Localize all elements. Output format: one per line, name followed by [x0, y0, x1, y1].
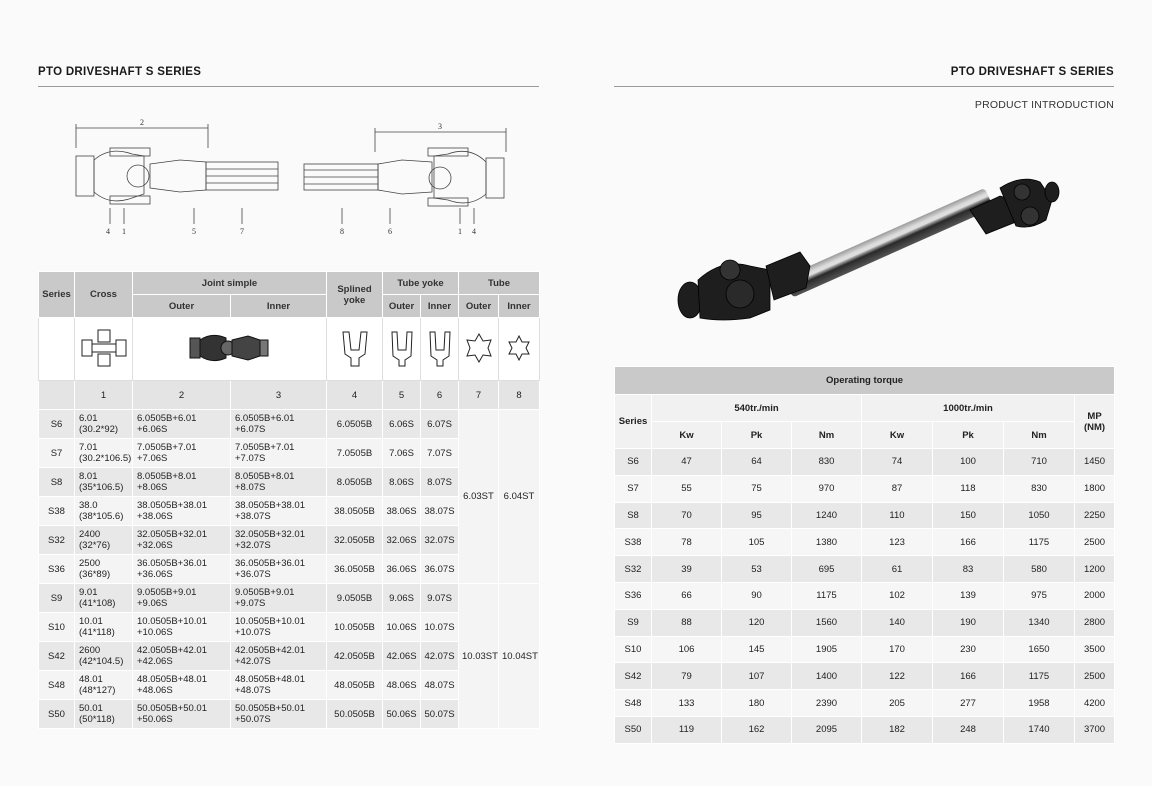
- joint-inner-cell: 6.0505B+6.01 +6.07S: [231, 410, 327, 439]
- series-cell: S38: [615, 529, 652, 556]
- splined-yoke-cell: 38.0505B: [327, 497, 383, 526]
- value-cell: 1050: [1004, 502, 1075, 529]
- header-unit: Kw: [862, 422, 933, 449]
- value-cell: 1380: [792, 529, 862, 556]
- callout-label: 1: [122, 227, 126, 236]
- callout-label: 5: [192, 227, 196, 236]
- value-cell: 1800: [1075, 475, 1115, 502]
- header-unit: Pk: [722, 422, 792, 449]
- header-540rpm: 540tr./min: [652, 395, 862, 422]
- joint-part-image: [133, 318, 327, 381]
- value-cell: 1400: [792, 663, 862, 690]
- splined-yoke-cell: 36.0505B: [327, 555, 383, 584]
- cross-cell: 2400 (32*76): [75, 526, 133, 555]
- torque-table-body: [615, 449, 1115, 744]
- header-unit: Nm: [792, 422, 862, 449]
- value-cell: 182: [862, 716, 933, 743]
- header-joint-outer: Outer: [133, 295, 231, 318]
- tube-yoke-inner-cell: 36.07S: [421, 555, 459, 584]
- header-tube-outer: Outer: [459, 295, 499, 318]
- value-cell: 695: [792, 556, 862, 583]
- value-cell: 75: [722, 475, 792, 502]
- value-cell: 3700: [1075, 716, 1115, 743]
- value-cell: 1240: [792, 502, 862, 529]
- tube-yoke-outer-cell: 6.06S: [383, 410, 421, 439]
- cross-cell: 6.01 (30.2*92): [75, 410, 133, 439]
- value-cell: 1740: [1004, 716, 1075, 743]
- joint-outer-cell: 36.0505B+36.01 +36.06S: [133, 555, 231, 584]
- series-cell: S42: [39, 642, 75, 671]
- dimension-label-2: 2: [140, 118, 144, 127]
- number-cell: 3: [231, 381, 327, 410]
- joint-inner-cell: 8.0505B+8.01 +8.07S: [231, 468, 327, 497]
- joint-outer-cell: 48.0505B+48.01 +48.06S: [133, 671, 231, 700]
- value-cell: 78: [652, 529, 722, 556]
- tube-yoke-outer-cell: 38.06S: [383, 497, 421, 526]
- value-cell: 830: [1004, 475, 1075, 502]
- header-tube-yoke-inner: Inner: [421, 295, 459, 318]
- splined-yoke-cell: 42.0505B: [327, 642, 383, 671]
- series-cell: S32: [615, 556, 652, 583]
- value-cell: 70: [652, 502, 722, 529]
- tube-yoke-inner-cell: 38.07S: [421, 497, 459, 526]
- value-cell: 1200: [1075, 556, 1115, 583]
- value-cell: 105: [722, 529, 792, 556]
- value-cell: 190: [933, 609, 1004, 636]
- table-row: [615, 475, 1115, 502]
- tube-yoke-inner-cell: 32.07S: [421, 526, 459, 555]
- value-cell: 133: [652, 690, 722, 717]
- operating-torque-table: [614, 366, 1115, 744]
- tube-yoke-outer-cell: 9.06S: [383, 584, 421, 613]
- tube-inner-cell: 6.04ST: [499, 410, 540, 584]
- header-1000rpm: 1000tr./min: [862, 395, 1075, 422]
- cross-cell: 2600 (42*104.5): [75, 642, 133, 671]
- value-cell: 1175: [1004, 663, 1075, 690]
- value-cell: 1340: [1004, 609, 1075, 636]
- tube-yoke-outer-cell: 7.06S: [383, 439, 421, 468]
- driveshaft-technical-drawing: [40, 112, 540, 242]
- value-cell: 88: [652, 609, 722, 636]
- table-row: [615, 690, 1115, 717]
- value-cell: 66: [652, 582, 722, 609]
- number-cell: 4: [327, 381, 383, 410]
- value-cell: 102: [862, 582, 933, 609]
- joint-inner-cell: 48.0505B+48.01 +48.07S: [231, 671, 327, 700]
- value-cell: 118: [933, 475, 1004, 502]
- value-cell: 2500: [1075, 663, 1115, 690]
- splined-yoke-cell: 7.0505B: [327, 439, 383, 468]
- value-cell: 120: [722, 609, 792, 636]
- value-cell: 1905: [792, 636, 862, 663]
- blank-image-cell: [39, 318, 75, 381]
- torque-table-title: Operating torque: [615, 367, 1115, 395]
- value-cell: 47: [652, 449, 722, 476]
- cross-cell: 50.01 (50*118): [75, 700, 133, 729]
- cross-cell: 2500 (36*89): [75, 555, 133, 584]
- table-row: [615, 609, 1115, 636]
- header-tube-inner: Inner: [499, 295, 540, 318]
- value-cell: 710: [1004, 449, 1075, 476]
- value-cell: 580: [1004, 556, 1075, 583]
- tube-yoke-inner-image: [421, 318, 459, 381]
- value-cell: 119: [652, 716, 722, 743]
- table-row: [615, 716, 1115, 743]
- value-cell: 122: [862, 663, 933, 690]
- header-unit: Nm: [1004, 422, 1075, 449]
- tube-yoke-outer-image: [383, 318, 421, 381]
- joint-inner-cell: 10.0505B+10.01 +10.07S: [231, 613, 327, 642]
- tube-yoke-outer-cell: 42.06S: [383, 642, 421, 671]
- header-mp: MP (NM): [1075, 395, 1115, 449]
- value-cell: 2390: [792, 690, 862, 717]
- header-joint-simple: Joint simple: [133, 272, 327, 295]
- value-cell: 205: [862, 690, 933, 717]
- header-tube-yoke-outer: Outer: [383, 295, 421, 318]
- header-splined-yoke: Splined yoke: [327, 272, 383, 318]
- tube-yoke-outer-cell: 50.06S: [383, 700, 421, 729]
- tube-yoke-inner-cell: 42.07S: [421, 642, 459, 671]
- number-cell: 1: [75, 381, 133, 410]
- value-cell: 106: [652, 636, 722, 663]
- driveshaft-product-photo: [670, 170, 1065, 330]
- value-cell: 2095: [792, 716, 862, 743]
- value-cell: 145: [722, 636, 792, 663]
- value-cell: 4200: [1075, 690, 1115, 717]
- series-cell: S7: [39, 439, 75, 468]
- cross-cell: 7.01 (30.2*106.5): [75, 439, 133, 468]
- joint-inner-cell: 36.0505B+36.01 +36.07S: [231, 555, 327, 584]
- splined-yoke-cell: 6.0505B: [327, 410, 383, 439]
- joint-outer-cell: 50.0505B+50.01 +50.06S: [133, 700, 231, 729]
- value-cell: 277: [933, 690, 1004, 717]
- table-row: [615, 663, 1115, 690]
- cross-cell: 10.01 (41*118): [75, 613, 133, 642]
- tube-yoke-inner-cell: 6.07S: [421, 410, 459, 439]
- series-cell: S10: [615, 636, 652, 663]
- table-row: [39, 584, 540, 613]
- series-cell: S9: [615, 609, 652, 636]
- value-cell: 61: [862, 556, 933, 583]
- number-cell: 5: [383, 381, 421, 410]
- header-series: Series: [39, 272, 75, 318]
- tube-outer-cell: 10.03ST: [459, 584, 499, 729]
- value-cell: 64: [722, 449, 792, 476]
- callout-label: 4: [106, 227, 110, 236]
- series-cell: S6: [615, 449, 652, 476]
- value-cell: 140: [862, 609, 933, 636]
- table-row: [615, 529, 1115, 556]
- splined-yoke-cell: 32.0505B: [327, 526, 383, 555]
- value-cell: 1175: [1004, 529, 1075, 556]
- table-row: [615, 636, 1115, 663]
- tube-inner-image: [499, 318, 540, 381]
- joint-outer-cell: 9.0505B+9.01 +9.06S: [133, 584, 231, 613]
- value-cell: 166: [933, 529, 1004, 556]
- value-cell: 74: [862, 449, 933, 476]
- splined-yoke-cell: 48.0505B: [327, 671, 383, 700]
- tube-yoke-outer-cell: 10.06S: [383, 613, 421, 642]
- joint-outer-cell: 7.0505B+7.01 +7.06S: [133, 439, 231, 468]
- header-joint-inner: Inner: [231, 295, 327, 318]
- tube-yoke-outer-cell: 8.06S: [383, 468, 421, 497]
- value-cell: 95: [722, 502, 792, 529]
- splined-yoke-cell: 10.0505B: [327, 613, 383, 642]
- tube-yoke-inner-cell: 48.07S: [421, 671, 459, 700]
- callout-label: 6: [388, 227, 392, 236]
- series-cell: S32: [39, 526, 75, 555]
- value-cell: 107: [722, 663, 792, 690]
- number-cell: 7: [459, 381, 499, 410]
- splined-yoke-image: [327, 318, 383, 381]
- header-tube-yoke: Tube yoke: [383, 272, 459, 295]
- value-cell: 2800: [1075, 609, 1115, 636]
- value-cell: 83: [933, 556, 1004, 583]
- value-cell: 100: [933, 449, 1004, 476]
- cross-cell: 9.01 (41*108): [75, 584, 133, 613]
- series-cell: S36: [615, 582, 652, 609]
- header-series: Series: [615, 395, 652, 449]
- value-cell: 150: [933, 502, 1004, 529]
- value-cell: 170: [862, 636, 933, 663]
- tube-outer-image: [459, 318, 499, 381]
- right-title-rule: [614, 86, 1114, 87]
- value-cell: 123: [862, 529, 933, 556]
- splined-yoke-cell: 8.0505B: [327, 468, 383, 497]
- series-cell: S48: [39, 671, 75, 700]
- series-cell: S48: [615, 690, 652, 717]
- value-cell: 139: [933, 582, 1004, 609]
- right-page-title: PTO DRIVESHAFT S SERIES: [950, 66, 1114, 78]
- tube-yoke-inner-cell: 10.07S: [421, 613, 459, 642]
- value-cell: 1175: [792, 582, 862, 609]
- cross-cell: 48.01 (48*127): [75, 671, 133, 700]
- callout-label: 1: [458, 227, 462, 236]
- value-cell: 55: [652, 475, 722, 502]
- number-cell: [39, 381, 75, 410]
- callout-label: 7: [240, 227, 244, 236]
- number-cell: 6: [421, 381, 459, 410]
- header-tube: Tube: [459, 272, 540, 295]
- joint-outer-cell: 32.0505B+32.01 +32.06S: [133, 526, 231, 555]
- value-cell: 248: [933, 716, 1004, 743]
- series-cell: S6: [39, 410, 75, 439]
- table-row: [615, 582, 1115, 609]
- header-cross: Cross: [75, 272, 133, 318]
- series-cell: S50: [615, 716, 652, 743]
- cross-cell: 38.0 (38*105.6): [75, 497, 133, 526]
- value-cell: 166: [933, 663, 1004, 690]
- value-cell: 230: [933, 636, 1004, 663]
- value-cell: 90: [722, 582, 792, 609]
- number-cell: 8: [499, 381, 540, 410]
- joint-inner-cell: 7.0505B+7.01 +7.07S: [231, 439, 327, 468]
- header-unit: Kw: [652, 422, 722, 449]
- tube-yoke-outer-cell: 48.06S: [383, 671, 421, 700]
- joint-inner-cell: 38.0505B+38.01 +38.07S: [231, 497, 327, 526]
- tube-yoke-inner-cell: 9.07S: [421, 584, 459, 613]
- tube-yoke-inner-cell: 50.07S: [421, 700, 459, 729]
- value-cell: 830: [792, 449, 862, 476]
- joint-inner-cell: 42.0505B+42.01 +42.07S: [231, 642, 327, 671]
- product-introduction-subtitle: PRODUCT INTRODUCTION: [974, 99, 1114, 111]
- joint-outer-cell: 6.0505B+6.01 +6.06S: [133, 410, 231, 439]
- table-row: [39, 410, 540, 439]
- table-row: [615, 556, 1115, 583]
- series-cell: S7: [615, 475, 652, 502]
- joint-inner-cell: 9.0505B+9.01 +9.07S: [231, 584, 327, 613]
- value-cell: 110: [862, 502, 933, 529]
- series-cell: S9: [39, 584, 75, 613]
- tube-yoke-inner-cell: 8.07S: [421, 468, 459, 497]
- series-cell: S10: [39, 613, 75, 642]
- value-cell: 1560: [792, 609, 862, 636]
- value-cell: 2250: [1075, 502, 1115, 529]
- value-cell: 162: [722, 716, 792, 743]
- joint-inner-cell: 32.0505B+32.01 +32.07S: [231, 526, 327, 555]
- value-cell: 2500: [1075, 529, 1115, 556]
- table-row: [615, 449, 1115, 476]
- cross-cell: 8.01 (35*106.5): [75, 468, 133, 497]
- joint-outer-cell: 38.0505B+38.01 +38.06S: [133, 497, 231, 526]
- tube-outer-cell: 6.03ST: [459, 410, 499, 584]
- value-cell: 53: [722, 556, 792, 583]
- value-cell: 180: [722, 690, 792, 717]
- header-unit: Pk: [933, 422, 1004, 449]
- series-cell: S50: [39, 700, 75, 729]
- value-cell: 79: [652, 663, 722, 690]
- value-cell: 975: [1004, 582, 1075, 609]
- cross-part-image: [75, 318, 133, 381]
- tube-yoke-outer-cell: 32.06S: [383, 526, 421, 555]
- tube-yoke-outer-cell: 36.06S: [383, 555, 421, 584]
- tube-yoke-inner-cell: 7.07S: [421, 439, 459, 468]
- value-cell: 1958: [1004, 690, 1075, 717]
- value-cell: 87: [862, 475, 933, 502]
- value-cell: 39: [652, 556, 722, 583]
- series-cell: S8: [39, 468, 75, 497]
- left-title-rule: [38, 86, 539, 87]
- value-cell: 1450: [1075, 449, 1115, 476]
- series-cell: S8: [615, 502, 652, 529]
- value-cell: 970: [792, 475, 862, 502]
- series-cell: S42: [615, 663, 652, 690]
- spec-table: [38, 271, 540, 729]
- value-cell: 1650: [1004, 636, 1075, 663]
- left-page-title: PTO DRIVESHAFT S SERIES: [38, 66, 202, 78]
- value-cell: 3500: [1075, 636, 1115, 663]
- series-cell: S38: [39, 497, 75, 526]
- callout-label: 8: [340, 227, 344, 236]
- splined-yoke-cell: 9.0505B: [327, 584, 383, 613]
- splined-yoke-cell: 50.0505B: [327, 700, 383, 729]
- tube-inner-cell: 10.04ST: [499, 584, 540, 729]
- dimension-label-3: 3: [438, 122, 442, 131]
- joint-outer-cell: 10.0505B+10.01 +10.06S: [133, 613, 231, 642]
- joint-outer-cell: 8.0505B+8.01 +8.06S: [133, 468, 231, 497]
- number-cell: 2: [133, 381, 231, 410]
- table-row: [615, 502, 1115, 529]
- joint-inner-cell: 50.0505B+50.01 +50.07S: [231, 700, 327, 729]
- callout-label: 4: [472, 227, 476, 236]
- joint-outer-cell: 42.0505B+42.01 +42.06S: [133, 642, 231, 671]
- series-cell: S36: [39, 555, 75, 584]
- value-cell: 2000: [1075, 582, 1115, 609]
